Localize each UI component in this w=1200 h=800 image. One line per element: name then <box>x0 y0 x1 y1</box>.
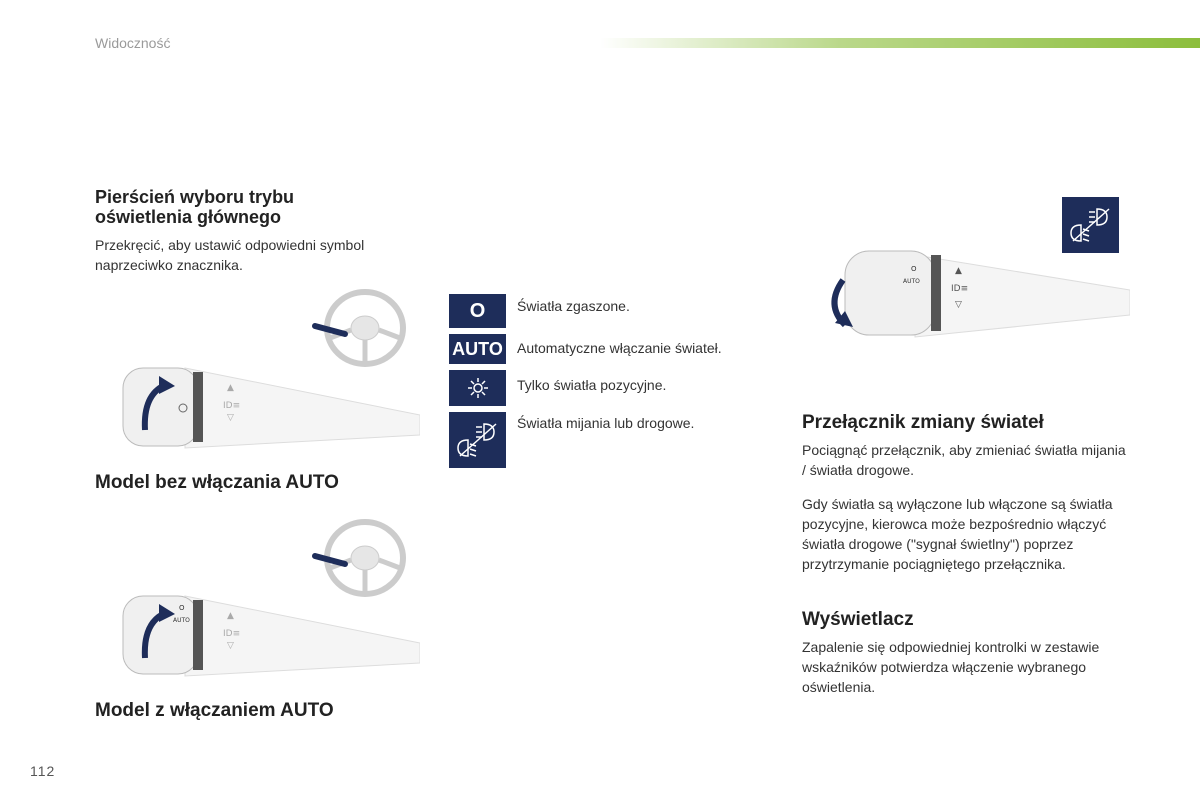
svg-text:▽: ▽ <box>227 413 234 423</box>
sidelight-icon <box>449 370 506 406</box>
switch-text-1: Pociągnąć przełącznik, aby zmieniać światła mijania / światła drogowe. <box>802 442 1126 478</box>
stalk-off-label: O <box>179 604 185 612</box>
legend-beam-text: Światła mijania lub drogowe. <box>517 415 695 431</box>
light-stalk-illustration-2 <box>115 588 420 683</box>
light-stalk-pull-illustration <box>815 245 1130 345</box>
svg-text:AUTO: AUTO <box>903 278 920 285</box>
switch-text-2: Gdy światła są wyłączone lub włączone są światła pozycyjne, kierowca może bezpośrednio włączyć światła drogowe ("sygnał świetlny") poprzez przytrzymanie pociągniętego przełącznika. <box>802 496 1113 572</box>
svg-text:▽: ▽ <box>955 300 962 310</box>
display-text: Zapalenie się odpowiedniej kontrolki w zestawie wskaźników potwierdza włączenie wybranego oświetlenia. <box>802 639 1100 695</box>
light-stalk-illustration-1 <box>115 360 420 455</box>
model-without-auto-heading: Model bez włączania AUTO <box>95 472 339 493</box>
svg-text:▲: ▲ <box>227 611 234 621</box>
legend-auto-text: Automatyczne włączanie świateł. <box>517 340 722 356</box>
switch-heading: Przełącznik zmiany świateł <box>802 412 1044 433</box>
light-mode-legend <box>449 290 779 470</box>
auto-symbol: AUTO <box>449 334 506 364</box>
svg-text:ID≡: ID≡ <box>951 284 969 294</box>
svg-text:O: O <box>911 265 917 273</box>
legend-sidelight-text: Tylko światła pozycyjne. <box>517 377 667 393</box>
section-label: Widoczność <box>95 35 171 51</box>
stalk-auto-label: AUTO <box>173 617 190 624</box>
page-number: 112 <box>30 763 56 779</box>
off-symbol: O <box>449 294 506 328</box>
svg-text:ID≡: ID≡ <box>223 401 241 411</box>
display-heading: Wyświetlacz <box>802 609 914 630</box>
dipped-main-beam-icon <box>449 412 506 468</box>
header-accent-bar <box>600 38 1200 48</box>
model-with-auto-heading: Model z włączaniem AUTO <box>95 700 334 721</box>
legend-off-text: Światła zgaszone. <box>517 298 630 314</box>
svg-text:ID≡: ID≡ <box>223 629 241 639</box>
ring-text: Przekręcić, aby ustawić odpowiedni symbol naprzeciwko znacznika. <box>95 237 365 273</box>
svg-text:▲: ▲ <box>955 266 962 276</box>
svg-text:▽: ▽ <box>227 641 234 651</box>
svg-text:▲: ▲ <box>227 383 234 393</box>
ring-heading: Pierścień wyboru trybu oświetlenia głównego <box>95 187 295 227</box>
